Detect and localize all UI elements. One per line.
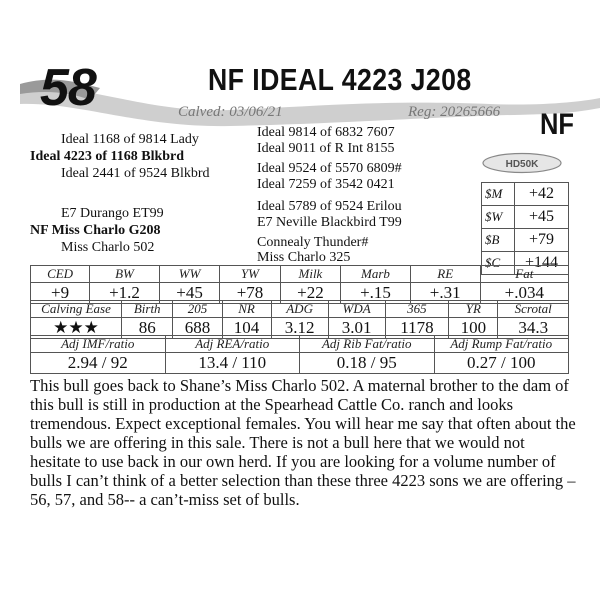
performance-value: 1178 [385, 318, 449, 339]
registration-number: Reg: 20265666 [408, 104, 501, 120]
ultrasound-value: 0.18 / 95 [300, 353, 435, 374]
epd-header: RE [410, 266, 480, 283]
bull-name: NF IDEAL 4223 J208 [208, 62, 472, 97]
index-value: +42 [515, 183, 569, 206]
ultrasound-value: 0.27 / 100 [434, 353, 569, 374]
epd-header: Milk [280, 266, 340, 283]
epd-value: +78 [220, 283, 280, 304]
pedigree-sire-dam: Ideal 2441 of 9524 Blkbrd [61, 166, 210, 181]
performance-header: Scrotal [498, 301, 569, 318]
pedigree-sire: Ideal 4223 of 1168 Blkbrd [30, 149, 185, 164]
ultrasound-value: 2.94 / 92 [31, 353, 166, 374]
index-value: +79 [515, 229, 569, 252]
pedigree-ddsd: Miss Charlo 325 [257, 250, 351, 265]
index-label: $C [482, 252, 515, 275]
ultrasound-value-row [31, 353, 569, 374]
pedigree-dam-dam: Miss Charlo 502 [61, 240, 155, 255]
pedigree-dam: NF Miss Charlo G208 [30, 223, 161, 238]
pedigree-dssd: E7 Neville Blackbird T99 [257, 215, 402, 230]
epd-header: Marb [341, 266, 411, 283]
index-label: $M [482, 183, 515, 206]
epd-header: Fat [480, 266, 568, 283]
epd-value: +.15 [341, 283, 411, 304]
ultrasound-header: Adj Rump Fat/ratio [434, 336, 569, 353]
ultrasound-header: Adj Rib Fat/ratio [300, 336, 435, 353]
performance-value: 688 [173, 318, 222, 339]
epd-table [30, 265, 569, 304]
lot-number: 58 [40, 59, 96, 117]
pedigree-sdss: Ideal 9524 of 5570 6809# [257, 161, 402, 176]
index-label: $W [482, 206, 515, 229]
brand-mark: NF [540, 108, 574, 141]
svg-text:HD50K: HD50K [505, 159, 539, 170]
ultrasound-value: 13.4 / 110 [165, 353, 300, 374]
epd-header: CED [31, 266, 90, 283]
performance-value: 86 [122, 318, 173, 339]
index-table [481, 182, 569, 275]
epd-value: +22 [280, 283, 340, 304]
epd-value: +9 [31, 283, 90, 304]
calved-date: Calved: 03/06/21 [178, 104, 283, 120]
epd-header: BW [90, 266, 160, 283]
hd50k-logo [481, 152, 563, 174]
performance-header: 365 [385, 301, 449, 318]
lot-description: This bull goes back to Shane’s Miss Charlo 502. A maternal brother to the dam of this bull is still in production at the Spearhead Cattle Co. ranch and looks tremendous. Expect exceptional females. You will hear me say that often about the bulls we are offering in this sale. There is not a bull here that we would not hesitate to use back in our own herd. If you are looking for a volume number of bulls I can’t think of a better selection than these three 4223 sons we are offering – 56, 57, and 58-- a can’t-miss set of bulls. [30, 376, 576, 509]
ultrasound-header: Adj IMF/ratio [31, 336, 166, 353]
pedigree-sdsd: Ideal 7259 of 3542 0421 [257, 177, 395, 192]
ultrasound-header: Adj REA/ratio [165, 336, 300, 353]
performance-header: YR [449, 301, 498, 318]
index-row [482, 206, 569, 229]
performance-value: 34.3 [498, 318, 569, 339]
epd-value: +.31 [410, 283, 480, 304]
ultrasound-table [30, 335, 569, 374]
performance-table [30, 300, 569, 339]
performance-header: NR [222, 301, 271, 318]
performance-header: 205 [173, 301, 222, 318]
pedigree-ssss: Ideal 9814 of 6832 7607 [257, 125, 395, 140]
index-value: +45 [515, 206, 569, 229]
pedigree-ddss: Connealy Thunder# [257, 235, 369, 250]
index-label: $B [482, 229, 515, 252]
ultrasound-header-row [31, 336, 569, 353]
epd-header: YW [220, 266, 280, 283]
performance-value: 3.12 [271, 318, 328, 339]
index-row [482, 229, 569, 252]
performance-value: 100 [449, 318, 498, 339]
pedigree-dam-sire: E7 Durango ET99 [61, 206, 164, 221]
pedigree-sire-sire: Ideal 1168 of 9814 Lady [61, 132, 199, 147]
epd-value: +.034 [480, 283, 568, 304]
epd-header-row [31, 266, 569, 283]
performance-value: 3.01 [328, 318, 385, 339]
epd-value: +45 [159, 283, 219, 304]
index-value: +144 [515, 252, 569, 275]
calving-ease-stars: ★★★ [31, 318, 122, 339]
performance-header-row [31, 301, 569, 318]
epd-value: +1.2 [90, 283, 160, 304]
index-row [482, 183, 569, 206]
pedigree-dsss: Ideal 5789 of 9524 Erilou [257, 199, 402, 214]
performance-header: ADG [271, 301, 328, 318]
epd-header: WW [159, 266, 219, 283]
performance-header: Birth [122, 301, 173, 318]
performance-header: Calving Ease [31, 301, 122, 318]
performance-value: 104 [222, 318, 271, 339]
performance-header: WDA [328, 301, 385, 318]
pedigree-sssd: Ideal 9011 of R Int 8155 [257, 141, 395, 156]
